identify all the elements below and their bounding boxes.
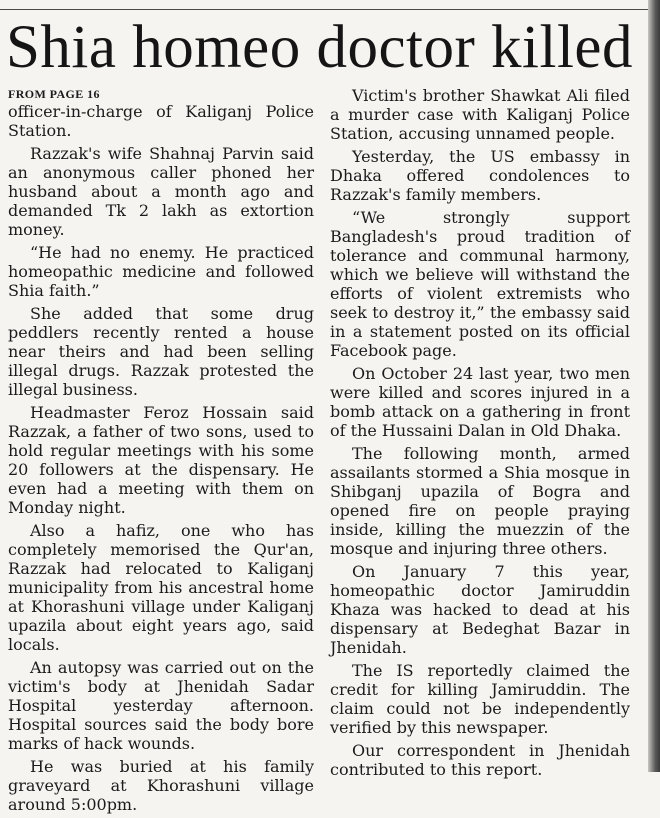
paragraph: He was buried at his family graveyard at Khorashuni village around 5:00pm. xyxy=(8,757,314,814)
paragraph: “He had no enemy. He practiced homeopathic medicine and followed Shia faith.” xyxy=(8,243,314,300)
paragraph: officer-in-charge of Kaliganj Police Station. xyxy=(8,102,314,140)
paragraph: Headmaster Feroz Hossain said Razzak, a father of two sons, used to hold regular meetings with his some 20 followers at the dispensary. He even had a meeting with them on Monday night. xyxy=(8,403,314,517)
paragraph: Also a hafiz, one who has completely memorised the Qur'an, Razzak had relocated to Kaliganj municipality from his ancestral home at Khorashuni village under Kaliganj upazila about eight years ago, said locals. xyxy=(8,521,314,654)
headline: Shia homeo doctor killed xyxy=(6,14,633,81)
paragraph: Our correspondent in Jhenidah contributed to this report. xyxy=(330,741,630,779)
paragraph: “We strongly support Bangladesh's proud tradition of tolerance and communal harmony, which we believe will withstand the efforts of violent extremists who seek to destroy it,” the embassy said in a statement posted on its official Facebook page. xyxy=(330,208,630,360)
paragraph: The following month, armed assailants stormed a Shia mosque in Shibganj upazila of Bogra and opened fire on people praying inside, killing the muezzin of the mosque and injuring three others. xyxy=(330,444,630,558)
right-column xyxy=(330,86,630,783)
paragraph: She added that some drug peddlers recently rented a house near theirs and had been selling illegal drugs. Razzak protested the illegal business. xyxy=(8,304,314,399)
from-page-label: FROM PAGE 16 xyxy=(8,87,100,101)
top-rule xyxy=(0,9,648,10)
paragraph: The IS reportedly claimed the credit for killing Jamiruddin. The claim could not be independently verified by this newspaper. xyxy=(330,661,630,737)
paragraph: On January 7 this year, homeopathic doctor Jamiruddin Khaza was hacked to dead at his dispensary at Bedeghat Bazar in Jhenidah. xyxy=(330,562,630,657)
paragraph: Yesterday, the US embassy in Dhaka offered condolences to Razzak's family members. xyxy=(330,147,630,204)
paragraph: Victim's brother Shawkat Ali filed a murder case with Kaliganj Police Station, accusing unnamed people. xyxy=(330,86,630,143)
paragraph: Razzak's wife Shahnaj Parvin said an anonymous caller phoned her husband about a month ago and demanded Tk 2 lakh as extortion money. xyxy=(8,144,314,239)
paragraph: An autopsy was carried out on the victim's body at Jhenidah Sadar Hospital yesterday afternoon. Hospital sources said the body bore marks of hack wounds. xyxy=(8,658,314,753)
left-column xyxy=(8,86,314,818)
page-edge-shadow xyxy=(648,0,660,772)
paragraph: On October 24 last year, two men were killed and scores injured in a bomb attack on a gathering in front of the Hussaini Dalan in Old Dhaka. xyxy=(330,364,630,440)
